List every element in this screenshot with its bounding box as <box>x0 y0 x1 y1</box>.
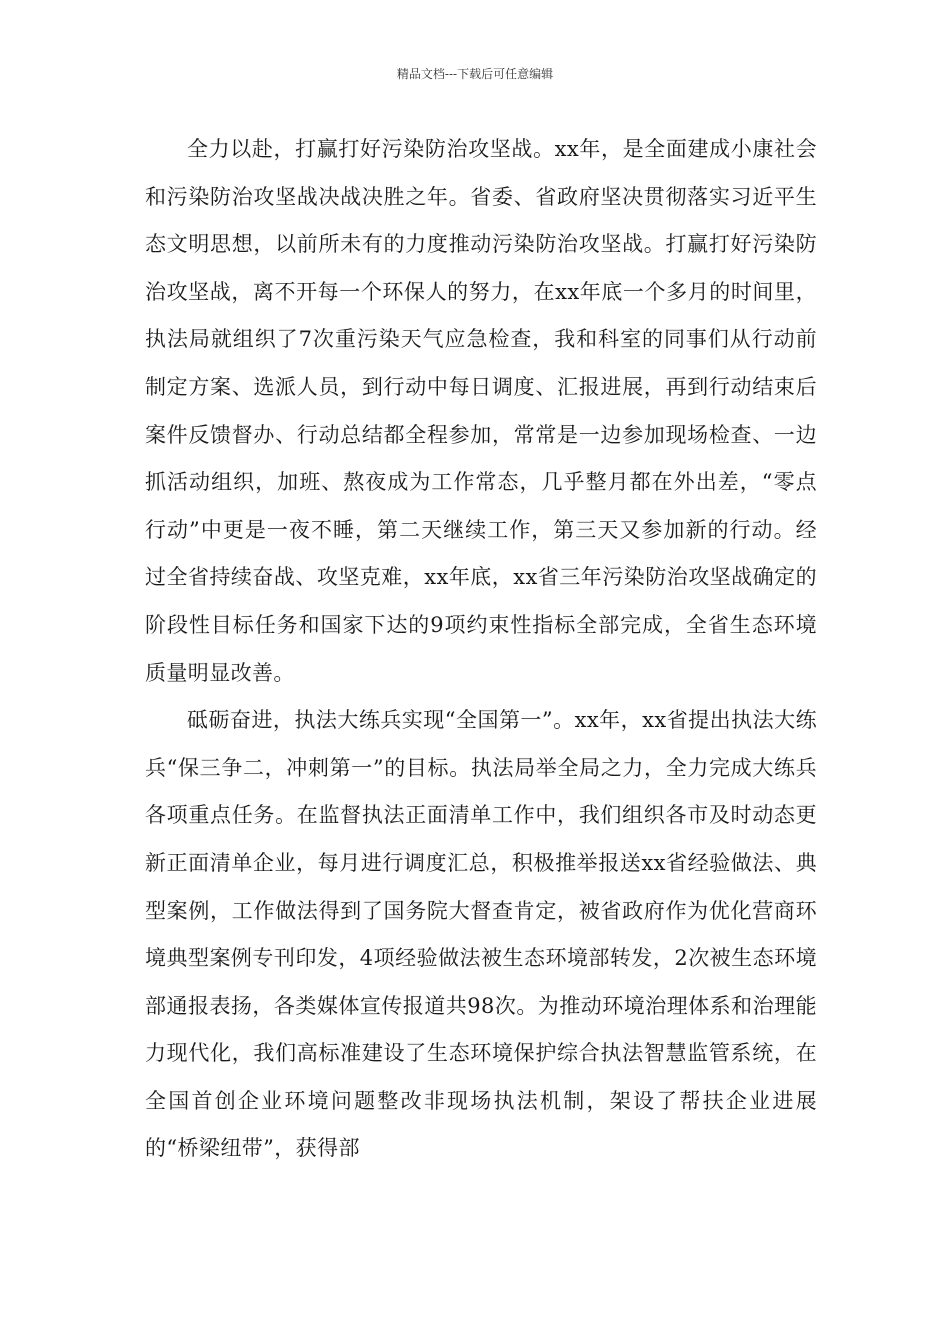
page-header: 精品文档---下载后可任意编辑 <box>396 67 554 81</box>
document-body <box>145 126 817 1173</box>
paragraph-law-enforcement-training: 砥砺奋进，执法大练兵实现“全国第一”。xx年，xx省提出执法大练兵“保三争二，冲刺第一”的目标。执法局举全局之力，全力完成大练兵各项重点任务。在监督执法正面清单工作中，我们组织各市及时动态更新正面清单企业，每月进行调度汇总，积极推举报送xx省经验做法、典型案例，工作做法得到了国务院大督查肯定，被省政府作为优化营商环境典型案例专刊印发，4项经验做法被生态环境部转发，2次被生态环境部通报表扬，各类媒体宣传报道共98次。为推动环境治理体系和治理能力现代化，我们高标准建设了生态环境保护综合执法智慧监管系统，在全国首创企业环境问题整改非现场执法机制，架设了帮扶企业进展的“桥梁纽带”，获得部 <box>145 708 817 1161</box>
paragraph-pollution-control: 全力以赴，打赢打好污染防治攻坚战。xx年，是全面建成小康社会和污染防治攻坚战决战决胜之年。省委、省政府坚决贯彻落实习近平生态文明思想，以前所未有的力度推动污染防治攻坚战。打赢打好污染防治攻坚战，离不开每一个环保人的努力，在xx年底一个多月的时间里，执法局就组织了7次重污染天气应急检查，我和科室的同事们从行动前制定方案、选派人员，到行动中每日调度、汇报进展，再到行动结束后案件反馈督办、行动总结都全程参加，常常是一边参加现场检查、一边抓活动组织，加班、熬夜成为工作常态，几乎整月都在外出差，“零点行动”中更是一夜不睡，第二天继续工作，第三天又参加新的行动。经过全省持续奋战、攻坚克难，xx年底，xx省三年污染防治攻坚战确定的阶段性目标任务和国家下达的9项约束性指标全部完成，全省生态环境质量明显改善。 <box>145 137 817 685</box>
